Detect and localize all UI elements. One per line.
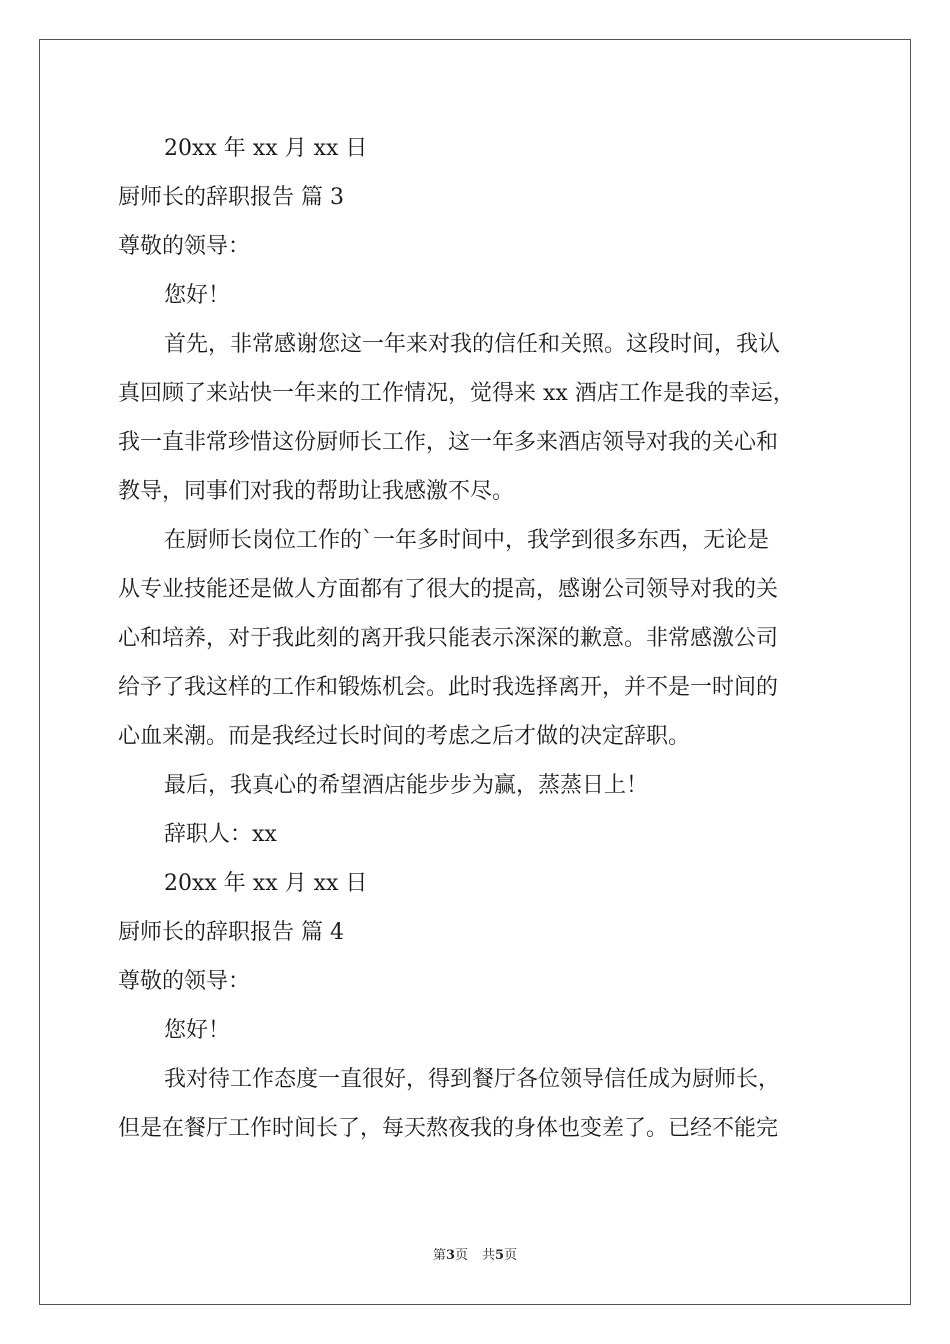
page-footer xyxy=(0,1246,950,1266)
text-line: 您好！ xyxy=(164,283,231,308)
text-line: 在厨师长岗位工作的`一年多时间中，我学到很多东西，无论是 xyxy=(164,528,770,553)
text-line: 20xx 年 xx 月 xx 日 xyxy=(164,136,368,161)
text-line: 我对待工作态度一直很好，得到餐厅各位领导信任成为厨师长， xyxy=(164,1067,781,1092)
text-line: 教导，同事们对我的帮助让我感激不尽。 xyxy=(118,479,515,504)
text-line: 心和培养，对于我此刻的离开我只能表示深深的歉意。非常感激公司 xyxy=(118,626,779,651)
text-line: 真回顾了来站快一年来的工作情况，觉得来 xx 酒店工作是我的幸运， xyxy=(118,381,795,406)
total-pages: 5 xyxy=(495,1248,505,1263)
text-line: 但是在餐厅工作时间长了，每天熬夜我的身体也变差了。已经不能完 xyxy=(118,1116,779,1141)
text-line: 从专业技能还是做人方面都有了很大的提高，感谢公司领导对我的关 xyxy=(118,577,779,602)
text-line: 厨师长的辞职报告 篇 3 xyxy=(118,185,344,210)
text-line: 您好！ xyxy=(164,1018,231,1043)
text-line: 心血来潮。而是我经过长时间的考虑之后才做的决定辞职。 xyxy=(118,724,691,749)
text-line: 尊敬的领导： xyxy=(118,969,251,994)
text-line: 首先，非常感谢您这一年来对我的信任和关照。这段时间，我认 xyxy=(164,332,781,357)
document-body xyxy=(118,124,838,1153)
text-line: 最后，我真心的希望酒店能步步为赢，蒸蒸日上！ xyxy=(164,773,649,798)
text-line: 20xx 年 xx 月 xx 日 xyxy=(164,871,368,896)
text-line: 辞职人：xx xyxy=(164,822,277,847)
page-suffix: 页 xyxy=(454,1248,468,1263)
total-prefix: 共 xyxy=(482,1248,496,1263)
page-prefix: 第 xyxy=(432,1248,446,1263)
text-line: 我一直非常珍惜这份厨师长工作，这一年多来酒店领导对我的关心和 xyxy=(118,430,779,455)
text-line: 给予了我这样的工作和锻炼机会。此时我选择离开，并不是一时间的 xyxy=(118,675,779,700)
text-line: 厨师长的辞职报告 篇 4 xyxy=(118,920,344,945)
page-number: 3 xyxy=(445,1248,455,1263)
text-line: 尊敬的领导： xyxy=(118,234,251,259)
total-suffix: 页 xyxy=(504,1248,518,1263)
